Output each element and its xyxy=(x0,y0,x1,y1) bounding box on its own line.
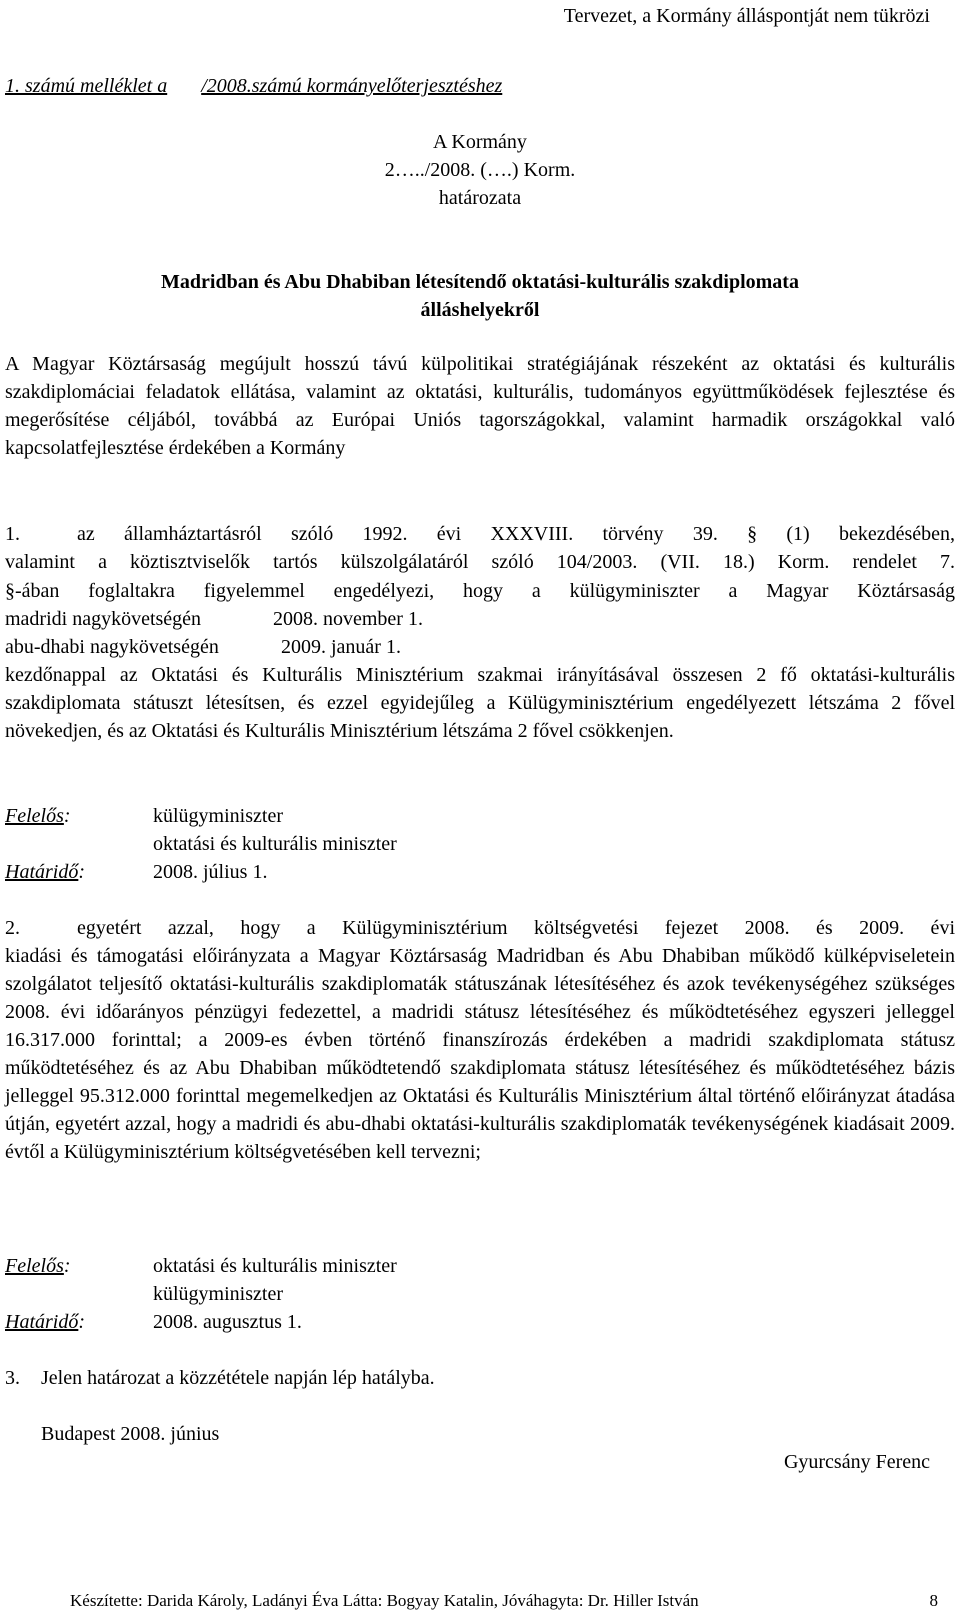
point3-number: 3. xyxy=(5,1367,20,1389)
deadline-date: 2008. augusztus 1. xyxy=(153,1311,302,1333)
point2-body: kiadási és támogatási előirányzata a Magyar Köztársaság Madridban és Abu Dhabiban működő külképviseletein szolgálatot teljesítő oktatási-kulturális szakdiplomaták státuszának létesítéséhez és azok tevékenységéhez szükséges 2008. évi időarányos pénzügyi fedezettel, a madridi státusz létesítéséhez és működtetéséhez egyszeri jelleggel 16.317.000 forinttal; a 2009-es évben történő finanszírozás érdekében a madridi szakdiplomata státusz működtetéséhez és az Abu Dhabiban működtetendő szakdiplomata státusz létesítéséhez és működtetéséhez bázis jelleggel 95.312.000 forinttal megemelkedjen az Oktatási és Kulturális Minisztérium által történő előirányzat átadása útján, egyetért azzal, hogy a madridi és abu-dhabi oktatási-kulturális szakdiplomaták tevékenységének kiadásait 2009. évtől a Külügyminisztérium költségvetésében kell tervezni; xyxy=(5,945,955,1163)
decision-number: 2…../2008. (….) Korm. xyxy=(384,159,576,181)
responsible-label: Felelős: xyxy=(5,805,71,827)
point3-row xyxy=(5,1364,435,1392)
point1-line2: valamint a köztisztviselők tartós külszolgálatáról szóló 104/2003. (VII. 18.) Korm. rendelet 7. xyxy=(5,551,955,573)
point1-madrid-row xyxy=(5,605,423,633)
annex-reference-part1: 1. számú melléklet a xyxy=(5,75,168,97)
point1-deadline-row xyxy=(5,858,267,886)
preamble-paragraph: A Magyar Köztársaság megújult hosszú távú külpolitikai stratégiájának részeként az oktatási és kulturális szakdiplomáciai feladatok ellátása, valamint az oktatási, kulturális, tudományos együttműködések fejlesztése és megerősítése céljából, továbbá az Európai Uniós tagországokkal, valamint harmadik országokkal való kapcsolatfejlesztése érdekében a Kormány xyxy=(5,353,955,459)
point1-abudhabi-row xyxy=(5,633,401,661)
document-title-line1: Madridban és Abu Dhabiban létesítendő oktatási-kulturális szakdiplomata xyxy=(161,271,799,293)
page-number: 8 xyxy=(929,1591,938,1610)
responsible-label: Felelős: xyxy=(5,1255,71,1277)
abudhabi-embassy-label: abu-dhabi nagykövetségén xyxy=(5,636,219,658)
point2-number: 2. xyxy=(5,917,20,939)
abudhabi-start-date: 2009. január 1. xyxy=(281,636,401,658)
point1-line1: 1. az államháztartásról szóló 1992. évi XXXVIII. törvény 39. § (1) bekezdésében, xyxy=(5,520,955,548)
signatory-name: Gyurcsány Ferenc xyxy=(783,1451,930,1473)
point1-responsible-second: oktatási és kulturális miniszter xyxy=(153,833,397,855)
point3-text: Jelen határozat a közzététele napján lép hatályba. xyxy=(41,1367,435,1389)
madrid-start-date: 2008. november 1. xyxy=(273,608,423,630)
footer-credits: Készítette: Darida Károly, Ladányi Éva Látta: Bogyay Katalin, Jóváhagyta: Dr. Hiller István xyxy=(70,1591,699,1610)
draft-notice: Tervezet, a Kormány álláspontját nem tükrözi xyxy=(563,5,930,27)
point2-deadline-row xyxy=(5,1308,302,1336)
point1-line3: §-ában foglaltakra figyelemmel engedélyezi, hogy a külügyminiszter a Magyar Köztársaság xyxy=(5,580,955,602)
point2-responsible-second: külügyminiszter xyxy=(153,1283,283,1305)
annex-reference-part2: /2008.számú kormányelőterjesztéshez xyxy=(201,75,503,97)
point1-responsible-row xyxy=(5,802,283,830)
point2-first-line: 2. egyetért azzal, hogy a Külügyminisztérium költségvetési fejezet 2008. és 2009. évi xyxy=(5,914,955,942)
responsible-person: oktatási és kulturális miniszter xyxy=(153,1255,397,1277)
annex-reference xyxy=(5,72,502,100)
deadline-date: 2008. július 1. xyxy=(153,861,268,883)
document-title-line2: álláshelyekről xyxy=(420,299,540,321)
responsible-person: külügyminiszter xyxy=(153,805,283,827)
decision-label: határozata xyxy=(438,187,522,209)
place-and-date: Budapest 2008. június xyxy=(41,1423,220,1445)
deadline-label: Határidő: xyxy=(5,861,86,883)
government-heading: A Kormány xyxy=(433,131,527,153)
point1-body: kezdőnappal az Oktatási és Kulturális Minisztérium szakmai irányításával összesen 2 fő oktatási-kulturális szakdiplomata státuszt létesítsen, és ezzel egyidejűleg a Külügyminisztérium engedélyezett létszáma 2 fővel növekedjen, és az Oktatási és Kulturális Minisztérium létszáma 2 fővel csökkenjen. xyxy=(5,664,955,742)
madrid-embassy-label: madridi nagykövetségén xyxy=(5,608,202,630)
deadline-label: Határidő: xyxy=(5,1311,86,1333)
point2-responsible-row xyxy=(5,1252,397,1280)
point1-number: 1. xyxy=(5,523,20,545)
